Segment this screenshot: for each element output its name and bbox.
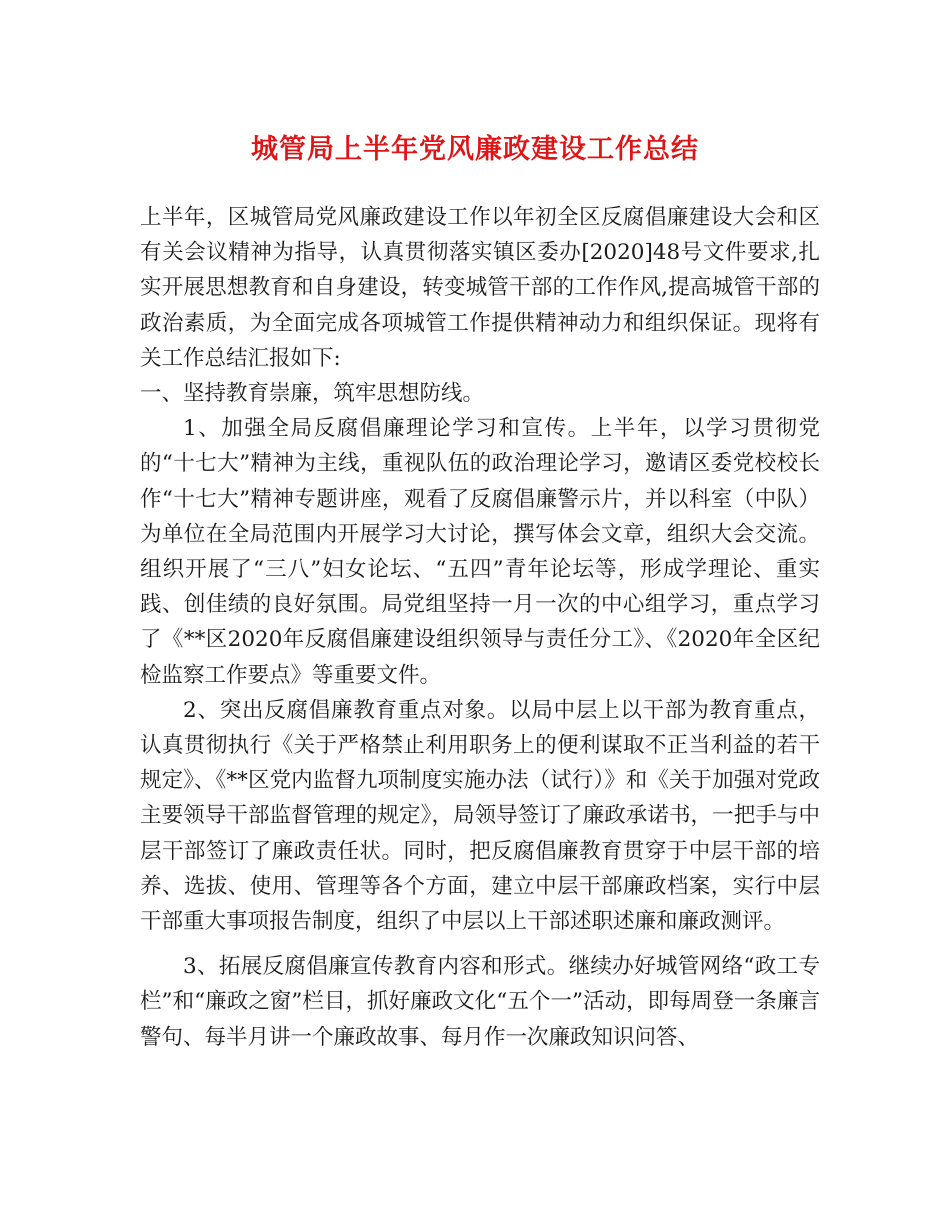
intro-paragraph: 上半年，区城管局党风廉政建设工作以年初全区反腐倡廉建设大会和区有关会议精神为指导，认真贯彻落实镇区委办[2020]48号文件要求,扎实开展思想教育和自身建设，转变城管干部的工作作风,提高城管干部的政治素质，为全面完成各项城管工作提供精神动力和组织保证。现将有关工作总结汇报如下: <box>140 205 820 371</box>
paragraph-item-1: 1、加强全局反腐倡廉理论学习和宣传。上半年，以学习贯彻党的“十七大”精神为主线，重视队伍的政治理论学习，邀请区委党校校长作“十七大”精神专题讲座，观看了反腐倡廉警示片，并以科室（中队）为单位在全局范围内开展学习大讨论，撰写体会文章，组织大会交流。组织开展了“三八”妇女论坛、“五四”青年论坛等，形成学理论、重实践、创佳绩的良好氛围。局党组坚持一月一次的中心组学习，重点学习了《**区2020年反腐倡廉建设组织领导与责任分工》、《2020年全区纪检监察工作要点》等重要文件。 <box>140 416 820 688</box>
paragraph-item-3: 3、拓展反腐倡廉宣传教育内容和形式。继续办好城管网络“政工专栏”和“廉政之窗”栏目，抓好廉政文化“五个一”活动，即每周登一条廉言警句、每半月讲一个廉政故事、每月作一次廉政知识问答、 <box>140 954 820 1050</box>
paragraph-item-2: 2、突出反腐倡廉教育重点对象。以局中层上以干部为教育重点，认真贯彻执行《关于严格禁止利用职务上的便利谋取不正当利益的若干规定》、《**区党内监督九项制度实施办法（试行）》和《关于加强对党政主要领导干部监督管理的规定》，局领导签订了廉政承诺书，一把手与中层干部签订了廉政责任状。同时，把反腐倡廉教育贯穿于中层干部的培养、选拔、使用、管理等各个方面，建立中层干部廉政档案，实行中层干部重大事项报告制度，组织了中层以上干部述职述廉和廉政测评。 <box>140 697 820 935</box>
document-body <box>140 200 820 1055</box>
document-title: 城管局上半年党风廉政建设工作总结 <box>251 134 699 165</box>
section-heading: 一、坚持教育崇廉，筑牢思想防线。 <box>140 381 485 407</box>
